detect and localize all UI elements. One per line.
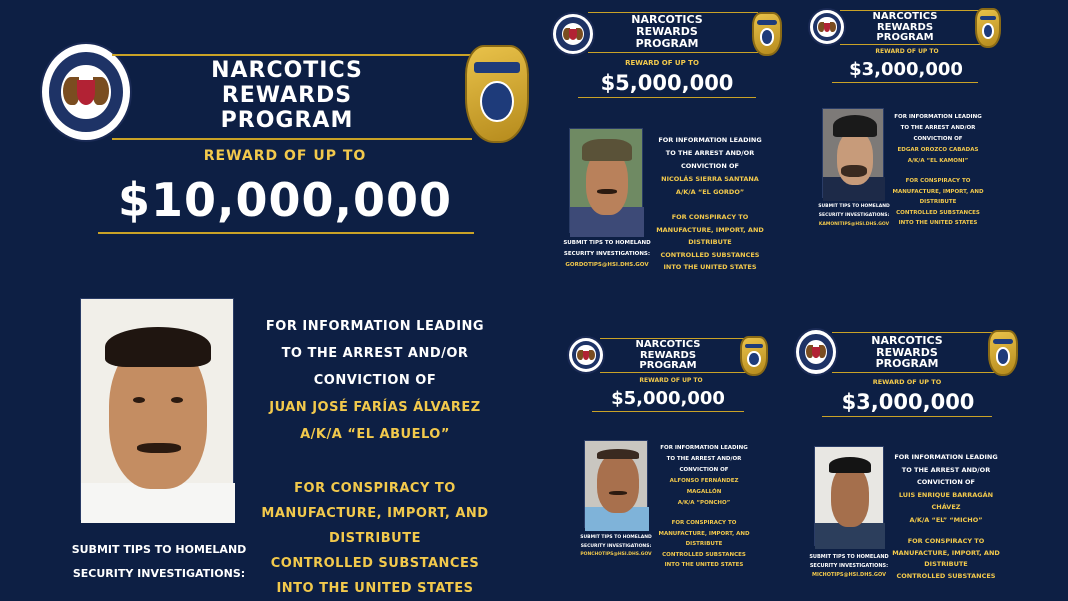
poster-info-text	[650, 134, 770, 199]
suspect-alias: A/K/A “PONCHO”	[677, 500, 731, 506]
main-charge-line: CONTROLLED SUBSTANCES	[270, 556, 480, 571]
poster-charge-line: MANUFACTURE, IMPORT, AND	[892, 548, 1000, 557]
poster-title	[612, 14, 722, 50]
suspect-photo	[822, 108, 884, 198]
poster-title	[856, 12, 954, 44]
poster-reward-label: REWARD OF UP TO	[875, 48, 939, 55]
main-charge-line: DISTRIBUTE	[329, 531, 421, 546]
poster-info-text	[654, 443, 754, 509]
poster-title-line: REWARDS	[636, 25, 698, 38]
poster-tips-line: SUBMIT TIPS TO HOMELAND	[809, 554, 889, 560]
poster-title	[852, 335, 962, 370]
poster-charge-line: INTO THE UNITED STATES	[664, 562, 744, 568]
poster-info-line: FOR INFORMATION LEADING	[658, 136, 762, 144]
suspect-name: NICOLÁS SIERRA SANTANA	[661, 175, 759, 183]
main-tips-text	[62, 538, 256, 586]
poster-info-line: TO THE ARREST AND/OR	[666, 456, 742, 462]
poster-info-line: TO THE ARREST AND/OR	[901, 465, 991, 474]
poster-tips-line: SECURITY INVESTIGATIONS:	[580, 543, 652, 549]
main-title-line: REWARDS	[221, 83, 353, 108]
main-title-line: PROGRAM	[220, 108, 354, 133]
poster-tips-line: SECURITY INVESTIGATIONS:	[818, 213, 890, 218]
poster-charge-text	[654, 518, 754, 571]
main-info-line: FOR INFORMATION LEADING	[265, 319, 485, 334]
main-charge-text	[250, 476, 500, 601]
poster-charge-line: INTO THE UNITED STATES	[663, 263, 757, 271]
poster-reward-label: REWARD OF UP TO	[639, 377, 703, 384]
poster-info-line: CONVICTION OF	[913, 136, 963, 142]
poster-charge-text	[888, 176, 988, 229]
main-info-line: TO THE ARREST AND/OR	[281, 346, 469, 361]
poster-tips-line: SUBMIT TIPS TO HOMELAND	[818, 204, 890, 209]
poster-charge-line: MANUFACTURE, IMPORT, AND	[892, 188, 984, 195]
main-title	[182, 58, 392, 133]
poster-charge-line: MANUFACTURE, IMPORT, AND	[658, 530, 750, 537]
poster-charge-line: DISTRIBUTE	[685, 541, 723, 547]
poster-charge-line: MANUFACTURE, IMPORT, AND	[656, 225, 764, 234]
poster-reward-label: REWARD OF UP TO	[625, 59, 699, 67]
suspect-name: MAGALLÓN	[686, 489, 722, 495]
hsi-badge-icon	[752, 12, 782, 56]
poster-charge-line: DISTRIBUTE	[919, 199, 957, 205]
hsi-badge-icon	[975, 8, 1001, 48]
poster-charge-line: DISTRIBUTE	[924, 560, 968, 568]
hsi-badge-icon	[465, 45, 529, 143]
poster-charge-line: FOR CONSPIRACY TO	[671, 520, 737, 526]
poster-tips-text	[806, 553, 892, 580]
main-reward-amount: $10,000,000	[117, 173, 452, 227]
poster-title-line: NARCOTICS	[635, 339, 701, 350]
poster-tips-text	[560, 238, 654, 271]
poster-info-text	[888, 112, 988, 167]
poster-tips-email: KAMONITIPS@HSI.DHS.GOV	[818, 222, 890, 227]
poster-title-line: PROGRAM	[875, 357, 939, 370]
suspect-name: EDGAR OROZCO CABADAS	[897, 147, 979, 153]
department-of-state-seal-icon	[40, 42, 132, 142]
poster-charge-line: FOR CONSPIRACY TO	[905, 178, 971, 184]
poster-reward-amount: $5,000,000	[600, 71, 734, 95]
poster-title-line: PROGRAM	[876, 32, 934, 43]
main-tips-line: SECURITY INVESTIGATIONS:	[72, 567, 246, 580]
poster-charge-line: INTO THE UNITED STATES	[898, 220, 978, 226]
suspect-name: ALFONSO FERNÁNDEZ	[669, 478, 739, 484]
poster-charge-line: CONTROLLED SUBSTANCES	[896, 209, 980, 216]
main-tips-line: SUBMIT TIPS TO HOMELAND	[71, 543, 247, 556]
poster-reward-amount: $5,000,000	[611, 388, 725, 409]
poster-charge-line: CONTROLLED SUBSTANCES	[660, 250, 760, 259]
poster-title-line: NARCOTICS	[871, 334, 943, 347]
hsi-badge-icon	[988, 330, 1018, 376]
poster-charge-line: DISTRIBUTE	[688, 238, 732, 246]
department-of-state-seal-icon	[551, 12, 595, 56]
poster-charge-line: FOR CONSPIRACY TO	[907, 537, 985, 545]
poster-title-line: NARCOTICS	[631, 13, 703, 26]
poster-tips-email: GORDOTIPS@HSI.DHS.GOV	[565, 262, 649, 268]
department-of-state-seal-icon	[794, 328, 838, 376]
poster-tips-line: SUBMIT TIPS TO HOMELAND	[580, 535, 652, 540]
main-suspect-alias: A/K/A “EL ABUELO”	[300, 427, 450, 442]
poster-info-line: FOR INFORMATION LEADING	[660, 445, 748, 451]
poster-tips-email: PONCHOTIPS@HSI.DHS.GOV	[580, 552, 652, 557]
main-charge-line: FOR CONSPIRACY TO	[294, 481, 456, 496]
poster-reward-amount: $3,000,000	[849, 59, 963, 80]
poster-tips-email: MICHOTIPS@HSI.DHS.GOV	[812, 572, 886, 578]
suspect-name: CHÁVEZ	[931, 503, 961, 511]
poster-tips-line: SECURITY INVESTIGATIONS:	[809, 563, 889, 569]
suspect-photo	[814, 446, 884, 546]
main-info-line: CONVICTION OF	[313, 373, 437, 388]
poster-title-line: REWARDS	[639, 349, 697, 361]
suspect-name: LUIS ENRIQUE BARRAGÁN	[898, 490, 994, 499]
main-info-text	[250, 313, 500, 448]
suspect-alias: A/K/A “EL GORDO”	[675, 188, 745, 196]
suspect-photo	[584, 440, 648, 528]
department-of-state-seal-icon	[567, 336, 605, 374]
suspect-alias: A/K/A “EL KAMONI”	[907, 158, 969, 164]
main-title-line: NARCOTICS	[211, 58, 363, 83]
main-reward-label: REWARD OF UP TO	[203, 148, 367, 164]
hsi-badge-icon	[740, 336, 768, 376]
department-of-state-seal-icon	[808, 8, 846, 46]
poster-title-line: REWARDS	[876, 21, 934, 33]
poster-info-line: CONVICTION OF	[680, 162, 739, 170]
poster-charge-line: CONTROLLED SUBSTANCES	[662, 551, 746, 558]
poster-charge-line: FOR CONSPIRACY TO	[671, 213, 749, 221]
main-charge-line: INTO THE UNITED STATES	[276, 581, 474, 596]
poster-reward-label: REWARD OF UP TO	[872, 378, 942, 386]
suspect-photo	[569, 128, 643, 233]
poster-charge-text	[650, 211, 770, 274]
poster-reward-amount: $3,000,000	[841, 390, 975, 414]
poster-title-line: PROGRAM	[639, 360, 697, 371]
poster-info-line: FOR INFORMATION LEADING	[894, 114, 982, 120]
poster-charge-text	[888, 536, 1004, 582]
poster-tips-text	[574, 534, 658, 560]
poster-info-line: TO THE ARREST AND/OR	[900, 125, 976, 131]
poster-title-line: NARCOTICS	[872, 11, 938, 22]
poster-charge-line: CONTROLLED SUBSTANCES	[896, 571, 996, 580]
poster-info-text	[888, 451, 1004, 526]
poster-title	[618, 340, 718, 372]
poster-info-line: FOR INFORMATION LEADING	[894, 453, 998, 461]
poster-info-line: TO THE ARREST AND/OR	[665, 149, 755, 157]
poster-tips-line: SUBMIT TIPS TO HOMELAND	[563, 240, 651, 246]
main-charge-line: MANUFACTURE, IMPORT, AND	[261, 506, 489, 521]
poster-title-line: PROGRAM	[635, 37, 699, 50]
main-suspect-photo	[80, 298, 234, 520]
main-suspect-name: JUAN JOSÉ FARÍAS ÁLVAREZ	[269, 400, 481, 415]
poster-info-line: CONVICTION OF	[916, 478, 975, 486]
poster-info-line: CONVICTION OF	[679, 467, 729, 473]
poster-tips-text	[812, 202, 896, 229]
poster-tips-line: SECURITY INVESTIGATIONS:	[563, 251, 651, 257]
suspect-alias: A/K/A “EL” “MICHO”	[909, 515, 983, 524]
poster-title-line: REWARDS	[876, 345, 938, 359]
